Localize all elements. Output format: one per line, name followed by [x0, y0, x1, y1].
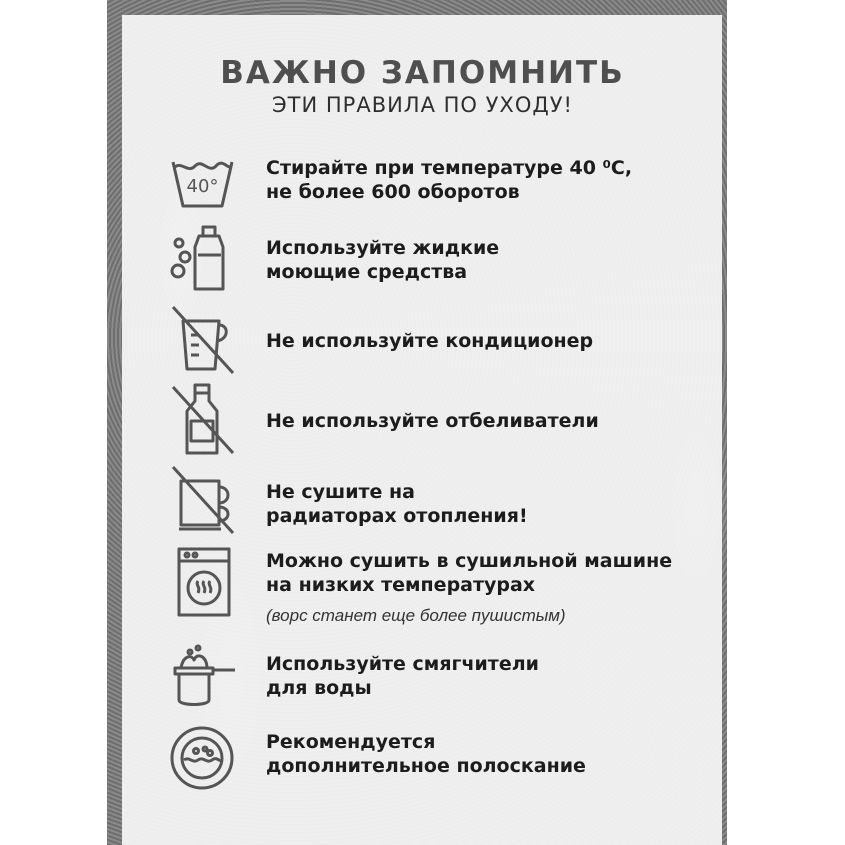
rule-2-line-2: моющие средства — [266, 261, 468, 283]
wash-40-icon — [165, 148, 240, 223]
rule-6-line-2: на низких температурах — [266, 574, 536, 596]
rule-8-line-1: Рекомендуется — [266, 731, 436, 753]
page-subtitle: ЭТИ ПРАВИЛА ПО УХОДУ! — [272, 93, 573, 117]
no-bleach-icon — [165, 383, 240, 458]
no-radiator-drying-icon — [165, 463, 240, 538]
page-title: ВАЖНО ЗАПОМНИТЬ — [220, 55, 625, 91]
rule-5-line-2: радиаторах отопления! — [266, 505, 528, 527]
rule-3-line-1: Не используйте кондиционер — [266, 330, 594, 352]
tumble-dryer-icon — [165, 545, 240, 620]
rule-6-line-1: Можно сушить в сушильной машине — [266, 550, 673, 572]
rule-5-line-1: Не сушите на — [266, 481, 416, 503]
rule-2-line-1: Используйте жидкие — [266, 237, 500, 259]
svg-text:40°: 40° — [186, 176, 219, 197]
rule-1-line-1: Стирайте при температуре 40 ⁰C, — [266, 157, 633, 179]
water-softener-icon — [165, 640, 240, 715]
rule-4-line-1: Не используйте отбеливатели — [266, 410, 599, 432]
rule-8-line-2: дополнительное полоскание — [266, 755, 586, 777]
no-conditioner-icon — [165, 303, 240, 378]
liquid-detergent-icon — [165, 223, 240, 298]
rule-6-note: (ворс станет еще более пушистым) — [266, 606, 566, 625]
rule-7-line-2: для воды — [266, 677, 372, 699]
rule-1-line-2: не более 600 оборотов — [266, 181, 520, 203]
rule-7-line-1: Используйте смягчители — [266, 653, 539, 675]
extra-rinse-icon — [165, 720, 240, 795]
